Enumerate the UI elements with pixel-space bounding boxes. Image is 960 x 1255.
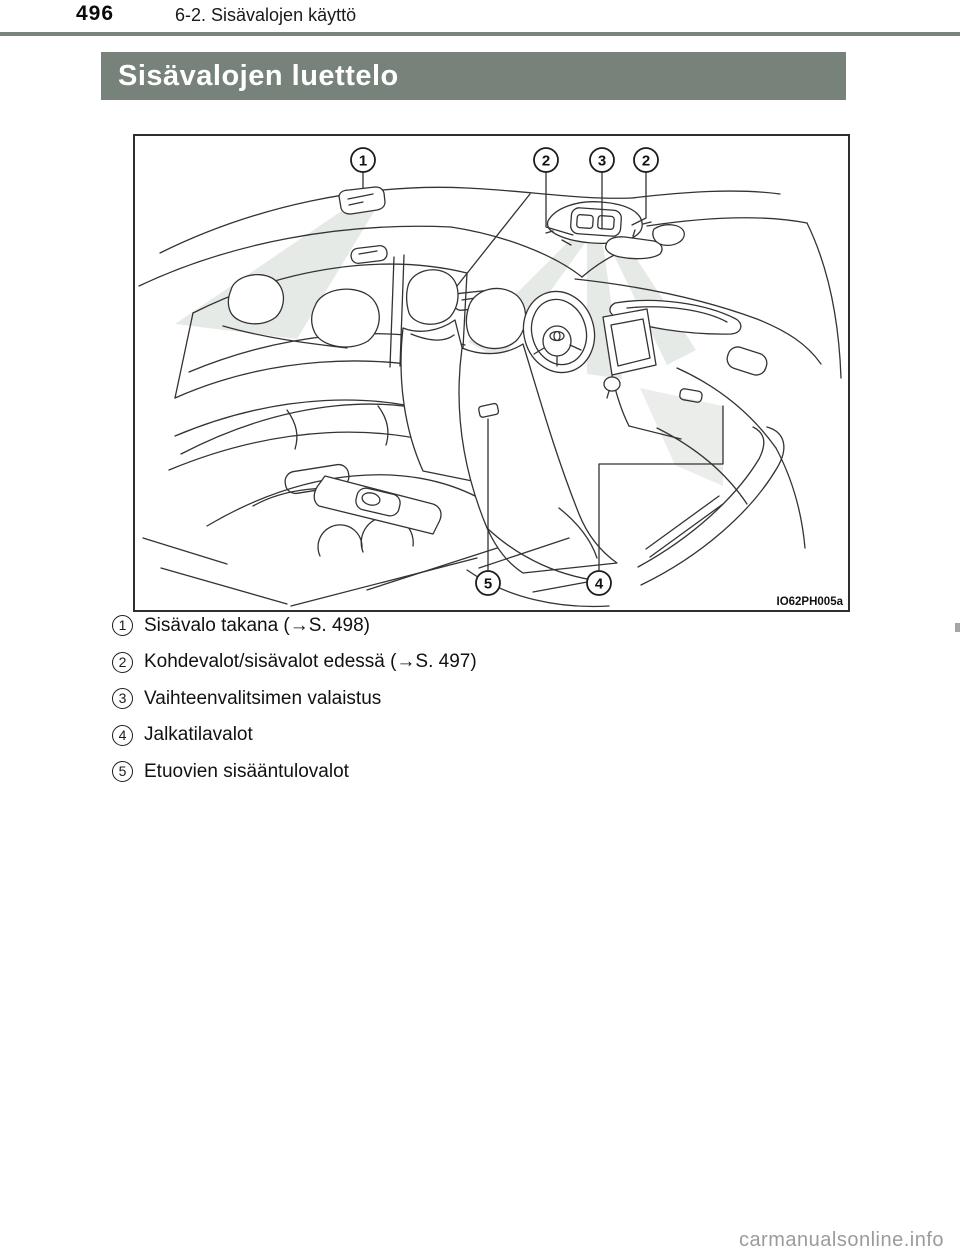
page-number: 496 (76, 2, 115, 25)
car-line-art (139, 172, 841, 606)
figure-code: IO62PH005a (776, 596, 843, 608)
header-divider (0, 32, 960, 36)
legend-item (112, 724, 852, 747)
svg-text:4: 4 (594, 575, 604, 593)
svg-text:1: 1 (358, 152, 368, 170)
legend-list (112, 614, 852, 797)
section-banner (101, 52, 846, 100)
legend-item (112, 651, 852, 674)
svg-text:2: 2 (641, 152, 651, 170)
legend-label: Sisävalo takana (→S. 498) (144, 614, 371, 636)
legend-label: Kohdevalot/sisävalot edessä (→S. 497) (144, 651, 477, 672)
figure-box (133, 134, 850, 612)
legend-label: Etuovien sisääntulovalot (144, 760, 349, 782)
page-edge-tab (955, 623, 960, 632)
legend-number-icon: 5 (112, 761, 133, 782)
chapter-title: 6-2. Sisävalojen käyttö (175, 5, 357, 25)
legend-number-icon: 1 (112, 615, 133, 636)
legend-item (112, 760, 852, 783)
legend-number-icon: 3 (112, 688, 133, 709)
legend-label: Jalkatilavalot (144, 724, 253, 745)
svg-text:3: 3 (597, 152, 607, 170)
legend-number-icon: 2 (112, 652, 133, 673)
svg-text:5: 5 (483, 575, 493, 593)
legend-label: Vaihteenvalitsimen valaistus (144, 687, 382, 709)
section-title: Sisävalojen luettelo (118, 60, 399, 92)
legend-number-icon: 4 (112, 725, 133, 746)
legend-item (112, 687, 852, 710)
car-interior-illustration (135, 136, 848, 610)
legend-item (112, 614, 852, 637)
svg-text:2: 2 (541, 152, 551, 170)
watermark-text: carmanualsonline.info (738, 1229, 944, 1251)
